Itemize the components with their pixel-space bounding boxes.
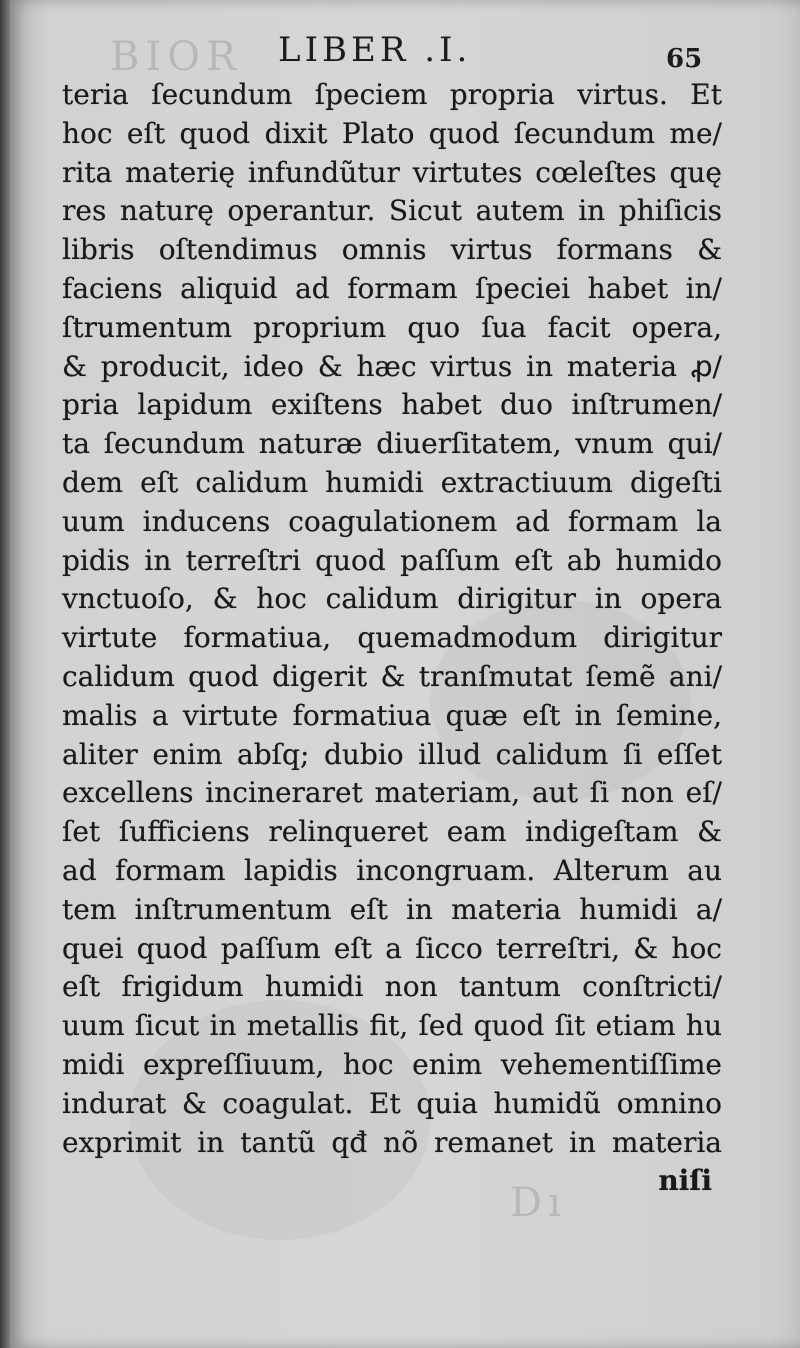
text-line: excellens incineraret materiam, aut ſi non eſ/	[62, 776, 722, 810]
text-line: ſet ſufficiens relinqueret eam indigeſtam &	[62, 815, 722, 849]
text-line: & producit, ideo & hæc virtus in materia ꝓ/	[62, 349, 722, 383]
text-line: dem eſt calidum humidi extractiuum digeſti	[62, 465, 722, 499]
text-line: ta ſecundum naturæ diuerſitatem, vnum qui/	[62, 427, 722, 461]
show-through-text: Dı	[510, 1180, 567, 1226]
book-gutter	[0, 0, 10, 1348]
text-line: uum ſicut in metallis fit, ſed quod ſit etiam hu	[62, 1009, 722, 1043]
text-line: uum inducens coagulationem ad formam la	[62, 504, 722, 538]
text-line: ad formam lapidis incongruam. Alterum au	[62, 853, 722, 887]
running-head: LIBER .I.	[278, 30, 472, 70]
text-line: pria lapidum exiſtens habet duo inſtrumen/	[62, 388, 722, 422]
show-through-text: BIOR	[110, 34, 243, 80]
text-line: aliter enim abſq; dubio illud calidum ſi eſſet	[62, 737, 722, 771]
text-line: ſtrumentum proprium quo ſua facit opera,	[62, 310, 722, 344]
text-line: calidum quod digerit & tranſmutat ſemẽ ani/	[62, 659, 722, 693]
page-number: 65	[666, 44, 703, 74]
text-line: res naturę operantur. Sicut autem in phiſicis	[62, 194, 722, 228]
catchword: niſi	[658, 1164, 712, 1198]
text-line: malis a virtute formatiua quæ eſt in ſemine,	[62, 698, 722, 732]
text-line: virtute formatiua, quemadmodum dirigitur	[62, 621, 722, 655]
text-line: tem inſtrumentum eſt in materia humidi a/	[62, 892, 722, 926]
text-line: eſt frigidum humidi non tantum conſtricti/	[62, 970, 722, 1004]
body-text	[62, 76, 722, 1201]
text-line: faciens aliquid ad formam ſpeciei habet in/	[62, 271, 722, 305]
text-line: libris oſtendimus omnis virtus formans &	[62, 233, 722, 267]
text-line: quei quod paſſum eſt a ſicco terreſtri, & hoc	[62, 931, 722, 965]
text-line: exprimit in tantũ qđ nõ remanet in materia	[62, 1125, 722, 1159]
text-line: hoc eſt quod dixit Plato quod ſecundum me/	[62, 116, 722, 150]
text-line: pidis in terreſtri quod paſſum eſt ab humido	[62, 543, 722, 577]
text-line: rita materię infundũtur virtutes cœleſtes quę	[62, 155, 722, 189]
text-line: vnctuoſo, & hoc calidum dirigitur in opera	[62, 582, 722, 616]
text-line: teria ſecundum ſpeciem propria virtus. Et	[62, 78, 722, 111]
text-line: midi expreſſiuum, hoc enim vehementiſſime	[62, 1047, 722, 1081]
text-line: indurat & coagulat. Et quia humidũ omnino	[62, 1086, 722, 1120]
